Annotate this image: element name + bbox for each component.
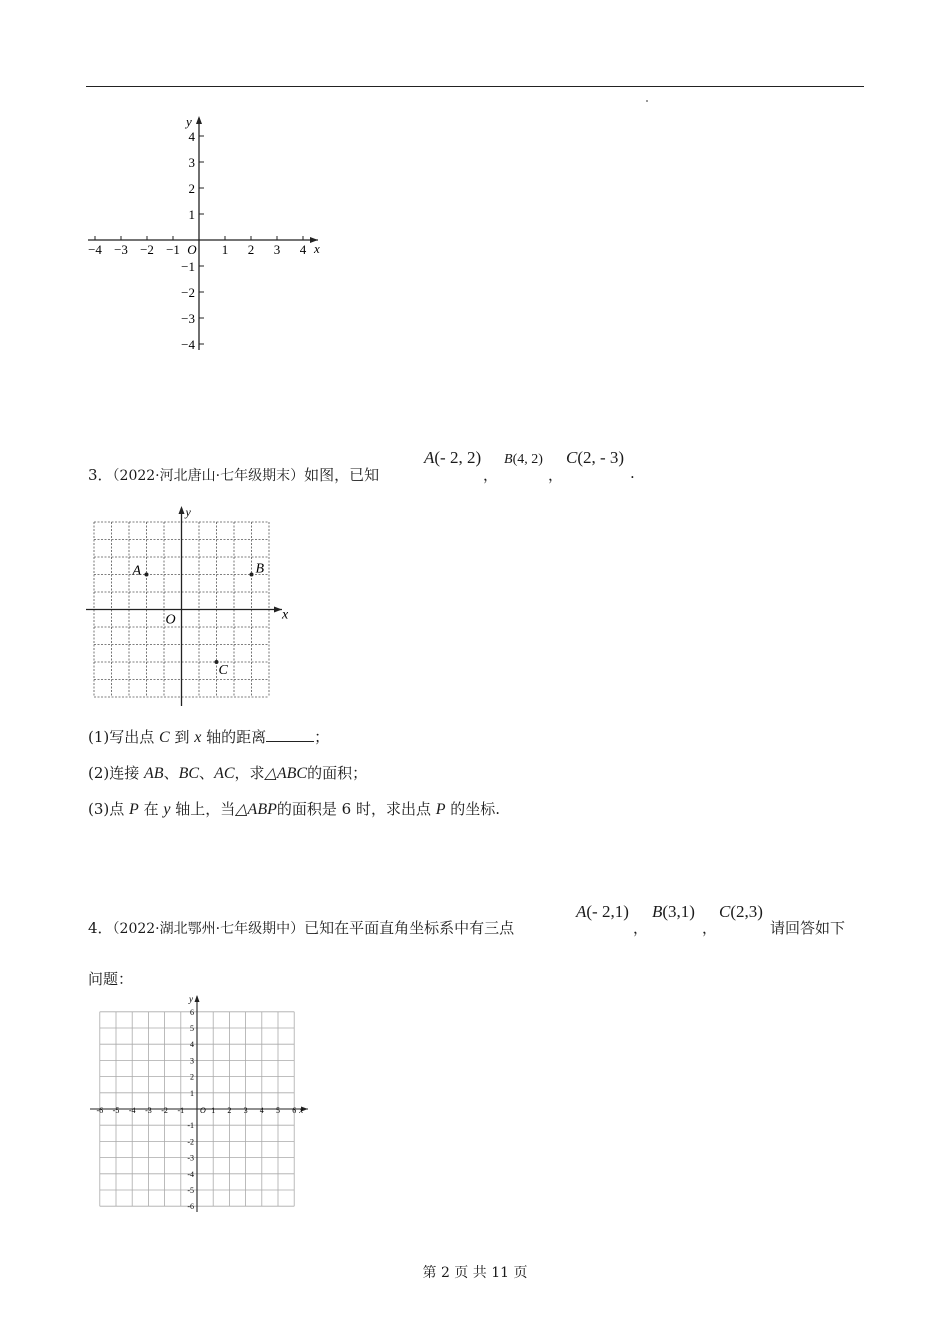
answer-blank[interactable]	[266, 727, 314, 742]
question-4-text: 已知在平面直角坐标系中有三点	[304, 919, 515, 937]
q4-point-b: B(3,1)	[652, 902, 695, 921]
q4-line-2: 问题：	[88, 970, 134, 988]
y-tick-label: 3	[190, 1056, 194, 1066]
y-tick-label: 1	[190, 1088, 194, 1098]
x-arrow	[274, 607, 282, 613]
y-tick-label: −4	[181, 337, 195, 352]
x-tick-label: -1	[177, 1106, 185, 1115]
x-tick-label: 4	[259, 1106, 264, 1115]
header-rule	[86, 86, 864, 87]
y-arrow	[195, 995, 200, 1002]
point-b	[250, 573, 254, 577]
x-axis-label: x	[282, 607, 289, 623]
point-a	[145, 573, 149, 577]
q4-sep-2: ，	[702, 919, 718, 937]
point-label-b: B	[255, 561, 265, 577]
q4-point-c: C(2,3)	[719, 902, 763, 921]
y-tick-label: 4	[190, 1040, 194, 1050]
y-tick-label: −2	[181, 285, 195, 300]
q3-sub-3: (3)点 P 在 y 轴上，当△ABP的面积是 6 时，求出点 P 的坐标.	[88, 800, 501, 818]
question-3-source: （2022·河北唐山·七年级期末）	[112, 468, 305, 484]
x-tick-label: 5	[276, 1106, 280, 1115]
question-3-text: 如图，已知	[304, 466, 380, 484]
y-tick-label: -6	[187, 1202, 194, 1212]
q4-sep-1: ，	[633, 919, 649, 937]
x-axis-label: x	[299, 1105, 304, 1115]
q4-point-a: A(- 2,1)	[576, 902, 629, 921]
x-tick-label: −1	[166, 242, 180, 257]
x-axis-label: x	[314, 241, 320, 256]
y-arrow	[196, 116, 202, 124]
x-tick-label: 2	[227, 1106, 232, 1115]
q3-sub-2: (2)连接 AB、BC、AC，求△ABC的面积；	[88, 764, 368, 782]
page-footer: 第 2 页 共 11 页	[422, 1265, 528, 1281]
x-tick-label: -3	[145, 1106, 152, 1115]
y-tick-label: 1	[188, 207, 195, 222]
y-arrow	[179, 506, 185, 514]
q3-sep-1: ，	[483, 466, 499, 484]
origin-label: O	[165, 612, 176, 628]
y-tick-label: 2	[190, 1072, 194, 1082]
x-tick-label: 1	[221, 242, 229, 257]
x-tick-label: 3	[243, 1106, 248, 1115]
x-tick-label: 3	[273, 242, 281, 257]
origin-label: O	[187, 242, 197, 257]
question-4-stem	[88, 917, 514, 938]
q3-point-c: C(2, - 3)	[566, 448, 625, 467]
q3-sep-2: ，	[548, 466, 564, 484]
origin-label: O	[200, 1106, 206, 1115]
question-4-number: 4．	[88, 919, 113, 937]
y-tick-label: -2	[187, 1137, 194, 1147]
y-tick-label: 6	[190, 1007, 194, 1017]
y-axis-label: y	[185, 505, 191, 519]
axes-figure-1	[80, 110, 330, 355]
x-tick-label: -2	[161, 1106, 168, 1115]
y-tick-label: 4	[188, 129, 195, 144]
q3-point-a: A(- 2, 2)	[424, 448, 482, 467]
y-axis-label: y	[189, 994, 193, 1004]
q4-tail: 请回答如下	[770, 919, 846, 937]
grid-figure-q4	[90, 994, 318, 1214]
y-tick-label: 3	[188, 155, 195, 170]
point-label-c: C	[218, 663, 228, 678]
point-label-a: A	[132, 563, 142, 579]
y-axis-label: y	[186, 114, 192, 129]
question-3-stem	[88, 464, 379, 485]
x-tick-label: −4	[88, 242, 102, 257]
x-tick-label: −2	[140, 242, 154, 257]
y-tick-label: -4	[187, 1169, 194, 1179]
x-tick-label: -4	[128, 1106, 136, 1115]
x-tick-label: -5	[112, 1106, 120, 1115]
x-tick-label: 4	[299, 242, 307, 257]
x-tick-label: -6	[96, 1106, 104, 1115]
y-tick-label: -1	[187, 1121, 194, 1131]
y-tick-label: −3	[181, 311, 195, 326]
y-tick-label: 2	[188, 181, 195, 196]
x-tick-label: 6	[292, 1106, 297, 1115]
grid-figure-q3	[84, 504, 294, 710]
header-dot	[646, 100, 648, 102]
y-tick-label: −1	[181, 259, 195, 274]
y-tick-label: 5	[190, 1024, 194, 1033]
x-tick-label: −3	[114, 242, 128, 257]
q3-sub-1: (1)写出点 C 到 x 轴的距离 ；	[88, 728, 330, 746]
q3-end: .	[630, 464, 635, 482]
x-tick-label: 2	[247, 242, 255, 257]
x-tick-label: 1	[211, 1106, 216, 1115]
y-tick-label: -3	[187, 1153, 194, 1163]
question-4-source: （2022·湖北鄂州·七年级期中）	[112, 921, 305, 937]
q3-point-b: B(4, 2)	[504, 452, 543, 467]
question-3-number: 3．	[88, 466, 113, 484]
y-tick-label: -5	[187, 1186, 194, 1195]
